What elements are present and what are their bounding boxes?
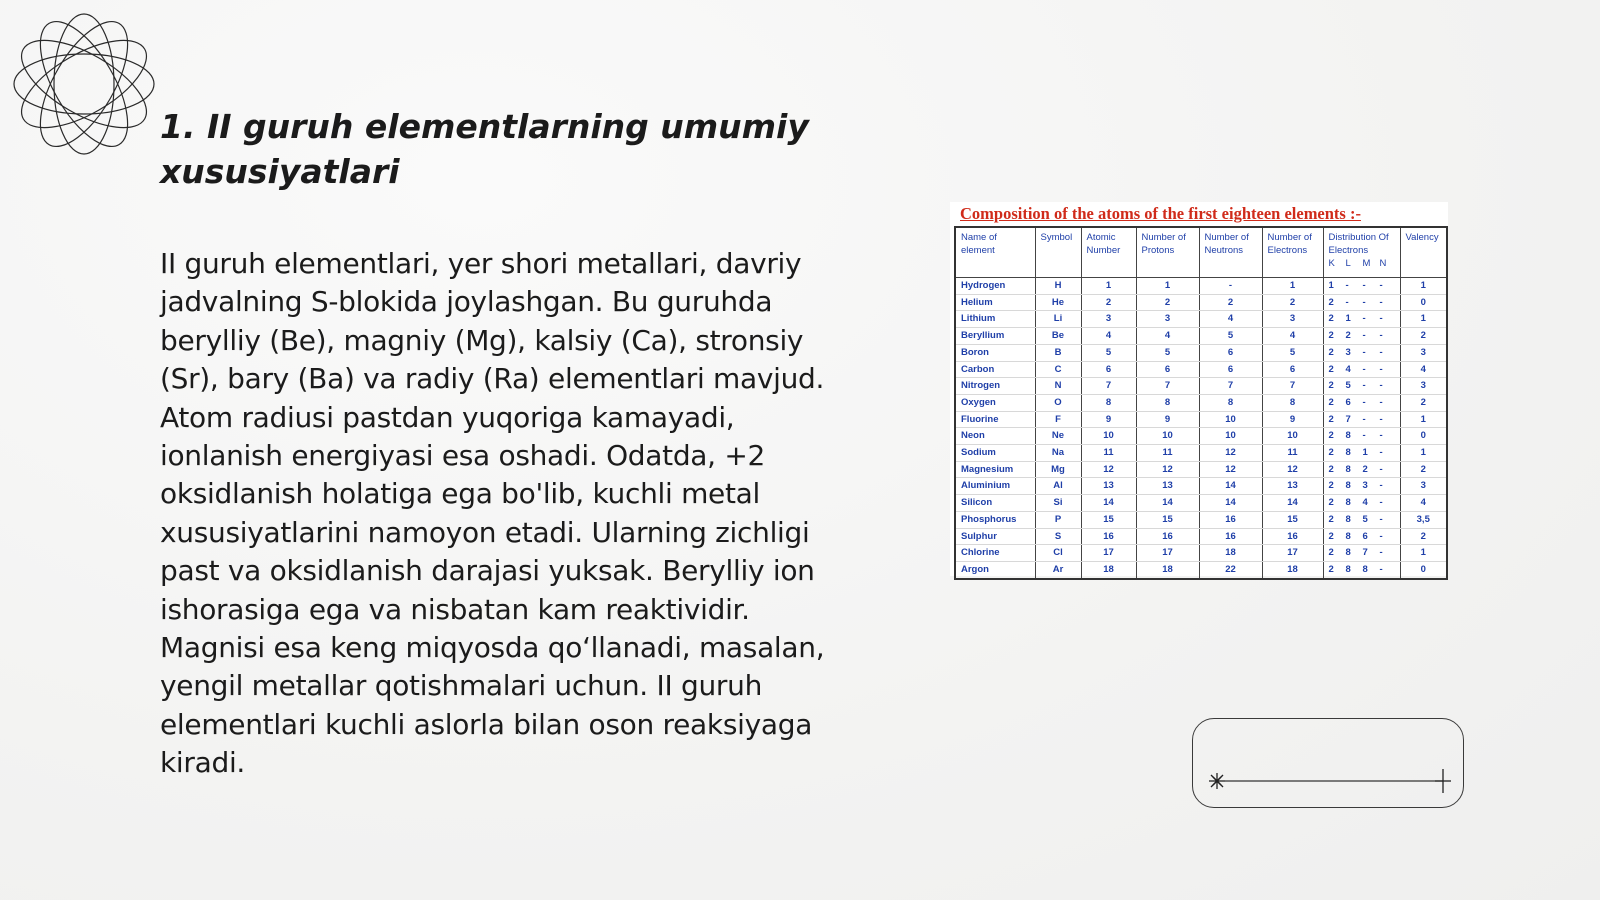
cell-shells bbox=[1323, 311, 1400, 328]
cell-protons: 10 bbox=[1136, 428, 1199, 445]
shell-value: - bbox=[1362, 380, 1366, 392]
header-atomic-number: Atomic Number bbox=[1081, 227, 1136, 278]
shell-value: 7 bbox=[1345, 413, 1351, 425]
cell-electrons: 15 bbox=[1262, 511, 1323, 528]
cell-valency: 4 bbox=[1400, 495, 1447, 512]
shell-value: - bbox=[1362, 313, 1366, 325]
shell-value: - bbox=[1379, 547, 1383, 559]
cell-electrons: 12 bbox=[1262, 461, 1323, 478]
shell-value: 2 bbox=[1328, 396, 1334, 408]
shell-value: 1 bbox=[1345, 313, 1351, 325]
header-symbol: Symbol bbox=[1035, 227, 1081, 278]
slide-title: 1. II guruh elementlarning umumiy xususiyatlari bbox=[160, 107, 809, 191]
table-row bbox=[955, 378, 1447, 395]
cell-atomic: 10 bbox=[1081, 428, 1136, 445]
cell-name: Lithium bbox=[955, 311, 1035, 328]
shell-value: - bbox=[1362, 296, 1366, 308]
shell-value: - bbox=[1379, 563, 1383, 575]
cell-name: Sulphur bbox=[955, 528, 1035, 545]
shell-value: 3 bbox=[1362, 480, 1368, 492]
cell-protons: 17 bbox=[1136, 545, 1199, 562]
shell-value: 2 bbox=[1328, 296, 1334, 308]
shell-value: - bbox=[1379, 280, 1383, 291]
atoms-table-image bbox=[950, 202, 1448, 576]
cell-shells bbox=[1323, 561, 1400, 578]
shell-value: 6 bbox=[1345, 396, 1351, 408]
shell-value: - bbox=[1379, 513, 1383, 525]
shell-value: 2 bbox=[1328, 413, 1334, 425]
shell-value: - bbox=[1379, 497, 1383, 509]
cell-electrons: 1 bbox=[1262, 278, 1323, 295]
cell-neutrons: 16 bbox=[1199, 528, 1262, 545]
cell-atomic: 16 bbox=[1081, 528, 1136, 545]
shell-value: 4 bbox=[1345, 363, 1351, 375]
cell-shells bbox=[1323, 528, 1400, 545]
shell-value: 8 bbox=[1345, 463, 1351, 475]
shell-value: 6 bbox=[1362, 530, 1368, 542]
table-body bbox=[955, 278, 1447, 579]
table-row bbox=[955, 344, 1447, 361]
cell-protons: 9 bbox=[1136, 411, 1199, 428]
shell-value: - bbox=[1362, 430, 1366, 442]
cell-protons: 15 bbox=[1136, 511, 1199, 528]
cell-shells bbox=[1323, 361, 1400, 378]
cell-valency: 4 bbox=[1400, 361, 1447, 378]
shell-label-n: N bbox=[1379, 258, 1387, 269]
cell-neutrons: 2 bbox=[1199, 294, 1262, 311]
table-row bbox=[955, 311, 1447, 328]
cell-shells bbox=[1323, 478, 1400, 495]
cell-symbol: Ar bbox=[1035, 561, 1081, 578]
cell-name: Helium bbox=[955, 294, 1035, 311]
shell-value: - bbox=[1379, 330, 1383, 342]
cell-shells bbox=[1323, 495, 1400, 512]
cell-atomic: 1 bbox=[1081, 278, 1136, 295]
cell-neutrons: 12 bbox=[1199, 445, 1262, 462]
cell-electrons: 10 bbox=[1262, 428, 1323, 445]
table-row bbox=[955, 361, 1447, 378]
shell-value: 2 bbox=[1328, 497, 1334, 509]
header-name: Name of element bbox=[955, 227, 1035, 278]
cell-name: Magnesium bbox=[955, 461, 1035, 478]
cell-name: Boron bbox=[955, 344, 1035, 361]
header-distribution bbox=[1323, 227, 1400, 278]
cell-name: Hydrogen bbox=[955, 278, 1035, 295]
cell-name: Aluminium bbox=[955, 478, 1035, 495]
cell-atomic: 2 bbox=[1081, 294, 1136, 311]
cell-electrons: 9 bbox=[1262, 411, 1323, 428]
cell-shells bbox=[1323, 344, 1400, 361]
cell-symbol: Be bbox=[1035, 328, 1081, 345]
shell-value: 2 bbox=[1345, 330, 1351, 342]
cell-shells bbox=[1323, 328, 1400, 345]
cell-symbol: Cl bbox=[1035, 545, 1081, 562]
cell-shells bbox=[1323, 461, 1400, 478]
cell-atomic: 4 bbox=[1081, 328, 1136, 345]
shell-value: 2 bbox=[1328, 447, 1334, 459]
cell-valency: 1 bbox=[1400, 445, 1447, 462]
cell-atomic: 6 bbox=[1081, 361, 1136, 378]
cell-neutrons: 4 bbox=[1199, 311, 1262, 328]
cell-electrons: 5 bbox=[1262, 344, 1323, 361]
cell-protons: 13 bbox=[1136, 478, 1199, 495]
table-caption: Composition of the atoms of the first eighteen elements :- bbox=[960, 204, 1361, 223]
shell-value: 2 bbox=[1328, 346, 1334, 358]
cell-symbol: P bbox=[1035, 511, 1081, 528]
cell-symbol: F bbox=[1035, 411, 1081, 428]
cell-electrons: 4 bbox=[1262, 328, 1323, 345]
table-row bbox=[955, 411, 1447, 428]
table-header-row bbox=[955, 227, 1447, 278]
cell-shells bbox=[1323, 511, 1400, 528]
cell-neutrons: 7 bbox=[1199, 378, 1262, 395]
cell-atomic: 13 bbox=[1081, 478, 1136, 495]
cell-symbol: Li bbox=[1035, 311, 1081, 328]
table-row bbox=[955, 445, 1447, 462]
cell-shells bbox=[1323, 445, 1400, 462]
cell-atomic: 8 bbox=[1081, 394, 1136, 411]
cell-atomic: 9 bbox=[1081, 411, 1136, 428]
cell-electrons: 3 bbox=[1262, 311, 1323, 328]
cell-symbol: Mg bbox=[1035, 461, 1081, 478]
shell-value: 8 bbox=[1345, 430, 1351, 442]
cell-electrons: 6 bbox=[1262, 361, 1323, 378]
cell-protons: 4 bbox=[1136, 328, 1199, 345]
cell-symbol: N bbox=[1035, 378, 1081, 395]
header-valency: Valency bbox=[1400, 227, 1447, 278]
cell-shells bbox=[1323, 378, 1400, 395]
shell-value: - bbox=[1345, 296, 1349, 308]
cell-electrons: 8 bbox=[1262, 394, 1323, 411]
table-row bbox=[955, 545, 1447, 562]
cell-name: Neon bbox=[955, 428, 1035, 445]
table-row bbox=[955, 328, 1447, 345]
cell-name: Nitrogen bbox=[955, 378, 1035, 395]
cell-atomic: 15 bbox=[1081, 511, 1136, 528]
cell-electrons: 14 bbox=[1262, 495, 1323, 512]
shell-value: - bbox=[1362, 363, 1366, 375]
cell-symbol: B bbox=[1035, 344, 1081, 361]
cell-neutrons: 14 bbox=[1199, 478, 1262, 495]
shell-value: 5 bbox=[1362, 513, 1368, 525]
cell-neutrons: 8 bbox=[1199, 394, 1262, 411]
cell-valency: 2 bbox=[1400, 461, 1447, 478]
shell-value: 2 bbox=[1362, 463, 1368, 475]
table-row bbox=[955, 278, 1447, 295]
cell-neutrons: - bbox=[1199, 278, 1262, 295]
cell-electrons: 11 bbox=[1262, 445, 1323, 462]
cell-neutrons: 6 bbox=[1199, 344, 1262, 361]
shell-value: 2 bbox=[1328, 530, 1334, 542]
table-row bbox=[955, 495, 1447, 512]
cell-shells bbox=[1323, 411, 1400, 428]
shell-value: 1 bbox=[1328, 280, 1334, 291]
cell-shells bbox=[1323, 428, 1400, 445]
cell-neutrons: 12 bbox=[1199, 461, 1262, 478]
shell-value: 2 bbox=[1328, 513, 1334, 525]
shell-value: 2 bbox=[1328, 547, 1334, 559]
cell-symbol: Al bbox=[1035, 478, 1081, 495]
shell-value: - bbox=[1362, 346, 1366, 358]
cell-symbol: Ne bbox=[1035, 428, 1081, 445]
table-row bbox=[955, 478, 1447, 495]
crosshair-icon bbox=[1435, 769, 1451, 793]
shell-value: 5 bbox=[1345, 380, 1351, 392]
shell-value: - bbox=[1379, 530, 1383, 542]
cell-neutrons: 16 bbox=[1199, 511, 1262, 528]
header-protons: Number of Protons bbox=[1136, 227, 1199, 278]
orbit-rings-icon bbox=[8, 8, 160, 160]
slide-body-text: II guruh elementlari, yer shori metallari, davriy jadvalning S-blokida joylashgan. Bu guruhda berylliy (Be), magniy (Mg), kalsiy (Ca), stronsiy (Sr), bary (Ba) va radiy (Ra) elementlari mavjud. Atom radiusi pastdan yuqoriga kamayadi, ionlanish energiyasi esa oshadi. Odatda, +2 oksidlanish holatiga ega bo'lib, kuchli metal xususiyatlarini namoyon etadi. Ularning zichligi past va oksidlanish darajasi yuksak. Berylliy ion ishorasiga ega va nisbatan kam reaktividir. Magnisi esa keng miqyosda qo‘llanadi, masalan, yengil metallar qotishmalari uchun. II guruh elementlari kuchli aslorla bilan oson reaksiyaga kiradi. bbox=[160, 247, 825, 780]
table-row bbox=[955, 394, 1447, 411]
header-electrons: Number of Electrons bbox=[1262, 227, 1323, 278]
shell-value: 8 bbox=[1345, 547, 1351, 559]
cell-protons: 16 bbox=[1136, 528, 1199, 545]
cell-name: Chlorine bbox=[955, 545, 1035, 562]
shell-value: 1 bbox=[1362, 447, 1368, 459]
table-row bbox=[955, 528, 1447, 545]
cell-valency: 3 bbox=[1400, 478, 1447, 495]
cell-electrons: 18 bbox=[1262, 561, 1323, 578]
shell-value: 8 bbox=[1345, 447, 1351, 459]
shell-value: - bbox=[1379, 396, 1383, 408]
cell-symbol: H bbox=[1035, 278, 1081, 295]
decorative-line-box bbox=[1192, 718, 1464, 808]
cell-shells bbox=[1323, 278, 1400, 295]
cell-electrons: 7 bbox=[1262, 378, 1323, 395]
header-distribution-label: Distribution Of Electrons bbox=[1328, 232, 1389, 256]
shell-label-m: M bbox=[1362, 258, 1371, 269]
cell-protons: 11 bbox=[1136, 445, 1199, 462]
shell-value: - bbox=[1379, 413, 1383, 425]
shell-value: - bbox=[1379, 380, 1383, 392]
cell-atomic: 17 bbox=[1081, 545, 1136, 562]
cell-symbol: Na bbox=[1035, 445, 1081, 462]
cell-shells bbox=[1323, 294, 1400, 311]
cell-neutrons: 10 bbox=[1199, 428, 1262, 445]
shell-value: - bbox=[1379, 463, 1383, 475]
shell-value: 2 bbox=[1328, 563, 1334, 575]
cell-name: Beryllium bbox=[955, 328, 1035, 345]
shell-value: - bbox=[1379, 447, 1383, 459]
shell-value: - bbox=[1345, 280, 1349, 291]
cell-electrons: 2 bbox=[1262, 294, 1323, 311]
shell-value: 7 bbox=[1362, 547, 1368, 559]
cell-neutrons: 22 bbox=[1199, 561, 1262, 578]
cell-atomic: 12 bbox=[1081, 461, 1136, 478]
shell-value: 8 bbox=[1345, 563, 1351, 575]
cell-valency: 1 bbox=[1400, 411, 1447, 428]
shell-value: - bbox=[1379, 346, 1383, 358]
shell-value: - bbox=[1362, 413, 1366, 425]
cell-valency: 2 bbox=[1400, 394, 1447, 411]
shell-value: 8 bbox=[1345, 497, 1351, 509]
cell-neutrons: 5 bbox=[1199, 328, 1262, 345]
shell-value: 2 bbox=[1328, 313, 1334, 325]
cell-neutrons: 10 bbox=[1199, 411, 1262, 428]
shell-value: 8 bbox=[1345, 513, 1351, 525]
shell-value: 2 bbox=[1328, 480, 1334, 492]
table-row bbox=[955, 561, 1447, 578]
atoms-table bbox=[954, 226, 1448, 580]
cell-symbol: S bbox=[1035, 528, 1081, 545]
cell-name: Argon bbox=[955, 561, 1035, 578]
cell-protons: 18 bbox=[1136, 561, 1199, 578]
cell-valency: 0 bbox=[1400, 294, 1447, 311]
shell-value: 3 bbox=[1345, 346, 1351, 358]
cell-protons: 7 bbox=[1136, 378, 1199, 395]
table-row bbox=[955, 511, 1447, 528]
cell-valency: 1 bbox=[1400, 278, 1447, 295]
shell-value: - bbox=[1362, 280, 1366, 291]
cell-protons: 14 bbox=[1136, 495, 1199, 512]
shell-label-l: L bbox=[1345, 258, 1351, 269]
cell-neutrons: 18 bbox=[1199, 545, 1262, 562]
cell-protons: 8 bbox=[1136, 394, 1199, 411]
cell-atomic: 3 bbox=[1081, 311, 1136, 328]
table-row bbox=[955, 428, 1447, 445]
shell-value: - bbox=[1379, 480, 1383, 492]
shell-labels bbox=[1329, 257, 1397, 270]
shell-value: 2 bbox=[1328, 363, 1334, 375]
cell-valency: 3,5 bbox=[1400, 511, 1447, 528]
shell-value: 2 bbox=[1328, 380, 1334, 392]
shell-value: - bbox=[1379, 296, 1383, 308]
cell-valency: 1 bbox=[1400, 545, 1447, 562]
cell-shells bbox=[1323, 394, 1400, 411]
shell-value: 8 bbox=[1345, 480, 1351, 492]
cell-valency: 2 bbox=[1400, 528, 1447, 545]
cell-symbol: O bbox=[1035, 394, 1081, 411]
cell-atomic: 11 bbox=[1081, 445, 1136, 462]
cell-electrons: 17 bbox=[1262, 545, 1323, 562]
shell-value: 8 bbox=[1345, 530, 1351, 542]
shell-value: - bbox=[1362, 396, 1366, 408]
cell-valency: 0 bbox=[1400, 428, 1447, 445]
cell-neutrons: 14 bbox=[1199, 495, 1262, 512]
sparkle-icon bbox=[1209, 773, 1225, 789]
table-row bbox=[955, 461, 1447, 478]
cell-neutrons: 6 bbox=[1199, 361, 1262, 378]
cell-valency: 3 bbox=[1400, 344, 1447, 361]
cell-symbol: Si bbox=[1035, 495, 1081, 512]
shell-value: 2 bbox=[1328, 330, 1334, 342]
cell-name: Silicon bbox=[955, 495, 1035, 512]
cell-symbol: He bbox=[1035, 294, 1081, 311]
cell-name: Fluorine bbox=[955, 411, 1035, 428]
cell-valency: 1 bbox=[1400, 311, 1447, 328]
shell-value: - bbox=[1379, 363, 1383, 375]
cell-shells bbox=[1323, 545, 1400, 562]
cell-protons: 3 bbox=[1136, 311, 1199, 328]
cell-protons: 1 bbox=[1136, 278, 1199, 295]
table-row bbox=[955, 294, 1447, 311]
cell-valency: 2 bbox=[1400, 328, 1447, 345]
decorative-line-graphic bbox=[1193, 719, 1465, 809]
cell-electrons: 16 bbox=[1262, 528, 1323, 545]
cell-protons: 5 bbox=[1136, 344, 1199, 361]
cell-protons: 6 bbox=[1136, 361, 1199, 378]
cell-atomic: 18 bbox=[1081, 561, 1136, 578]
shell-label-k: K bbox=[1328, 258, 1335, 269]
cell-atomic: 7 bbox=[1081, 378, 1136, 395]
shell-value: - bbox=[1379, 313, 1383, 325]
cell-protons: 2 bbox=[1136, 294, 1199, 311]
cell-electrons: 13 bbox=[1262, 478, 1323, 495]
shell-value: 8 bbox=[1362, 563, 1368, 575]
header-neutrons: Number of Neutrons bbox=[1199, 227, 1262, 278]
cell-valency: 0 bbox=[1400, 561, 1447, 578]
cell-name: Oxygen bbox=[955, 394, 1035, 411]
cell-name: Phosphorus bbox=[955, 511, 1035, 528]
shell-value: - bbox=[1379, 430, 1383, 442]
shell-value: - bbox=[1362, 330, 1366, 342]
cell-symbol: C bbox=[1035, 361, 1081, 378]
cell-name: Carbon bbox=[955, 361, 1035, 378]
cell-atomic: 5 bbox=[1081, 344, 1136, 361]
cell-atomic: 14 bbox=[1081, 495, 1136, 512]
shell-value: 4 bbox=[1362, 497, 1368, 509]
cell-name: Sodium bbox=[955, 445, 1035, 462]
shell-value: 2 bbox=[1328, 430, 1334, 442]
cell-protons: 12 bbox=[1136, 461, 1199, 478]
shell-value: 2 bbox=[1328, 463, 1334, 475]
cell-valency: 3 bbox=[1400, 378, 1447, 395]
